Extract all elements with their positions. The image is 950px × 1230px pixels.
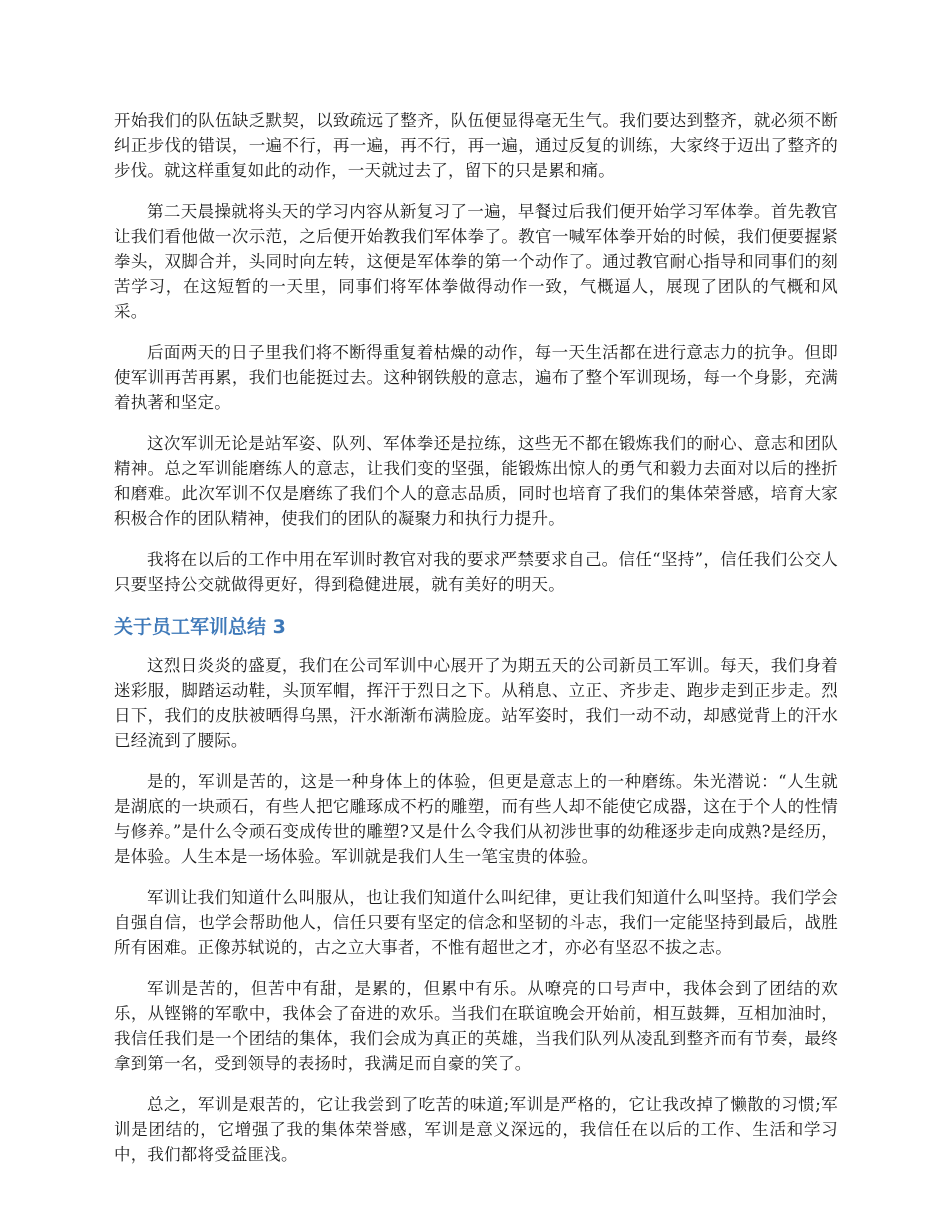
paragraph-8: 军训让我们知道什么叫服从，也让我们知道什么叫纪律，更让我们知道什么叫坚持。我们学会自强自信，也学会帮助他人，信任只要有坚定的信念和坚韧的斗志，我们一定能坚持到最后，战胜所有困难。正像苏轼说的，古之立大事者，不惟有超世之才，亦必有坚忍不拔之志。 xyxy=(114,888,838,957)
paragraph-10: 总之，军训是艰苦的，它让我尝到了吃苦的味道;军训是严格的，它让我改掉了懒散的习惯;军训是团结的，它增强了我的集体荣誉感，军训是意义深远的，我信任在以后的工作、生活和学习中，我们都将受益匪浅。 xyxy=(114,1095,838,1164)
document-page xyxy=(114,108,838,1183)
paragraph-5: 我将在以后的工作中用在军训时教官对我的要求严禁要求自己。信任“坚持”，信任我们公交人只要坚持公交就做得更好，得到稳健进展，就有美好的明天。 xyxy=(114,550,838,594)
paragraph-7: 是的，军训是苦的，这是一种身体上的体验，但更是意志上的一种磨练。朱光潜说：“人生就是湖底的一块顽石，有些人把它雕琢成不朽的雕塑，而有些人却不能使它成器，这在于个人的性情与修养。”是什么令顽石变成传世的雕塑?又是什么令我们从初涉世事的幼稚逐步走向成熟?是经历，是体验。人生本是一场体验。军训就是我们人生一笔宝贵的体验。 xyxy=(114,772,838,866)
paragraph-3: 后面两天的日子里我们将不断得重复着枯燥的动作，每一天生活都在进行意志力的抗争。但即使军训再苦再累，我们也能挺过去。这种钢铁般的意志，遍布了整个军训现场，每一个身影，充满着执著和坚定。 xyxy=(114,343,838,412)
paragraph-6: 这烈日炎炎的盛夏，我们在公司军训中心展开了为期五天的公司新员工军训。每天，我们身着迷彩服，脚踏运动鞋，头顶军帽，挥汗于烈日之下。从稍息、立正、齐步走、跑步走到正步走。烈日下，我们的皮肤被晒得乌黑，汗水渐渐布满脸庞。站军姿时，我们一动不动，却感觉背上的汗水已经流到了腰际。 xyxy=(114,656,838,750)
paragraph-9: 军训是苦的，但苦中有甜，是累的，但累中有乐。从嘹亮的口号声中，我体会到了团结的欢乐，从铿锵的军歌中，我体会了奋进的欢乐。当我们在联谊晚会开始前，相互鼓舞，互相加油时，我信任我们是一个团结的集体，我们会成为真正的英雄，当我们队列从凌乱到整齐而有节奏，最终拿到第一名，受到领导的表扬时，我满足而自豪的笑了。 xyxy=(114,979,838,1073)
paragraph-2: 第二天晨操就将头天的学习内容从新复习了一遍，早餐过后我们便开始学习军体拳。首先教官让我们看他做一次示范，之后便开始教我们军体拳了。教官一喊军体拳开始的时候，我们便要握紧拳头，双脚合并，头同时向左转，这便是军体拳的第一个动作了。通过教官耐心指导和同事们的刻苦学习，在这短暂的一天里，同事们将军体拳做得动作一致，气概逼人，展现了团队的气概和风采。 xyxy=(114,202,838,321)
paragraph-4: 这次军训无论是站军姿、队列、军体拳还是拉练，这些无不都在锻炼我们的耐心、意志和团队精神。总之军训能磨练人的意志，让我们变的坚强，能锻炼出惊人的勇气和毅力去面对以后的挫折和磨难。此次军训不仅是磨练了我们个人的意志品质，同时也培育了我们的集体荣誉感，培育大家积极合作的团队精神，使我们的团队的凝聚力和执行力提升。 xyxy=(114,434,838,528)
section-heading: 关于员工军训总结 3 xyxy=(114,616,286,638)
paragraph-1: 开始我们的队伍缺乏默契，以致疏远了整齐，队伍便显得毫无生气。我们要达到整齐，就必须不断纠正步伐的错误，一遍不行，再一遍，再不行，再一遍，通过反复的训练，大家终于迈出了整齐的步伐。就这样重复如此的动作，一天就过去了，留下的只是累和痛。 xyxy=(114,111,838,180)
